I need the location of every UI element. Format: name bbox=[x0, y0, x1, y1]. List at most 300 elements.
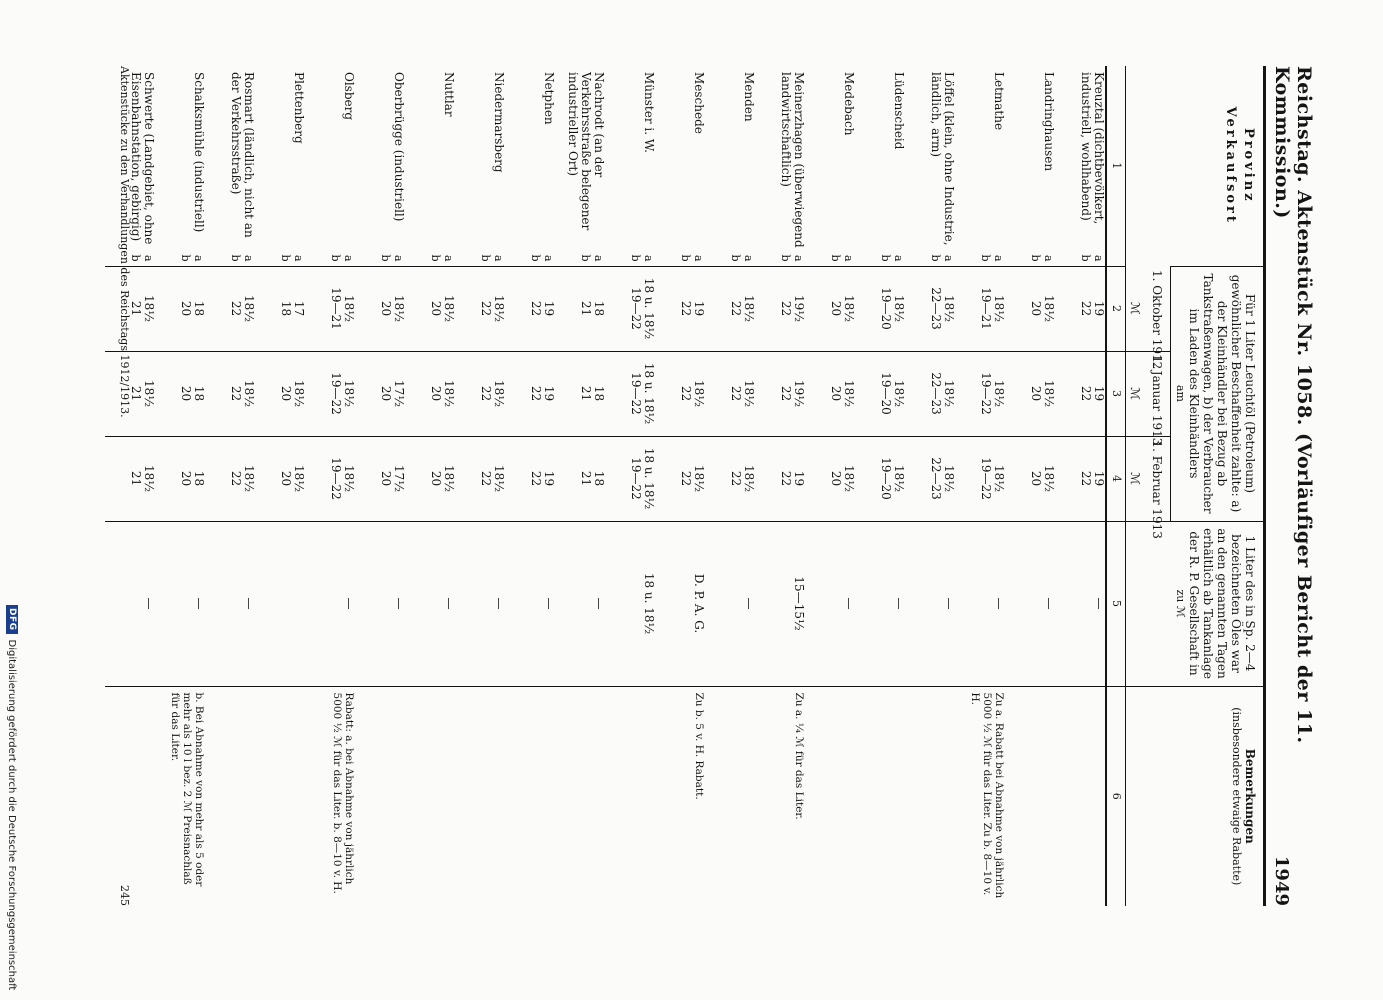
price-a: 18 bbox=[592, 300, 606, 317]
unit-3: ℳ bbox=[1126, 436, 1149, 521]
price-a: 18½ bbox=[292, 380, 306, 407]
price-a: 17 bbox=[292, 300, 306, 317]
dfg-logo: DFG bbox=[6, 605, 18, 634]
price-a: 18½ bbox=[142, 380, 156, 407]
price-cell bbox=[305, 267, 355, 351]
place-name: Nachrodt (an der Verkehrsstraße belegener industrieller Ort) bbox=[566, 72, 606, 231]
footer-source: Aktenstücke zu den Verhandlungen des Reichstags 1912/1913. bbox=[118, 66, 131, 418]
place-cell bbox=[805, 66, 855, 266]
tank-cell: — bbox=[892, 597, 906, 610]
price-cell bbox=[905, 267, 955, 351]
remarks-column bbox=[105, 686, 1106, 906]
price-cell bbox=[355, 267, 405, 351]
price-b: 19—22 bbox=[979, 372, 993, 415]
prices-feb-column bbox=[105, 436, 1106, 521]
price-cell bbox=[455, 267, 505, 351]
price-cell bbox=[405, 352, 455, 436]
price-a: 19 bbox=[1092, 385, 1106, 402]
place-cell bbox=[955, 66, 1005, 266]
price-group-am: am bbox=[1174, 385, 1187, 402]
col-number-4: 4 bbox=[1106, 436, 1126, 521]
price-b: 21 bbox=[129, 300, 143, 317]
price-b: 19—22 bbox=[629, 287, 643, 330]
place-name: Netphen bbox=[542, 72, 556, 125]
price-a: 18½ bbox=[342, 465, 356, 492]
price-b: 22 bbox=[479, 300, 493, 317]
price-b: 21 bbox=[129, 470, 143, 487]
price-b: 22—23 bbox=[929, 457, 943, 500]
price-cell bbox=[1005, 352, 1055, 436]
ab-markers: a b bbox=[429, 254, 455, 262]
ab-markers: a b bbox=[479, 254, 505, 262]
price-a: 18 bbox=[192, 385, 206, 402]
place-cell bbox=[705, 66, 755, 266]
price-b: 20 bbox=[429, 300, 443, 317]
price-cell bbox=[605, 437, 655, 521]
page-title: Reichstag. Aktenstück Nr. 1058. (Vorläufiger Bericht der 11. Kommission.) bbox=[1271, 66, 1315, 744]
price-cell bbox=[155, 267, 205, 351]
price-a: 18½ bbox=[292, 465, 306, 492]
price-cell bbox=[955, 352, 1005, 436]
price-a: 18½ bbox=[1042, 465, 1056, 492]
price-cell bbox=[755, 437, 805, 521]
tank-cell: — bbox=[142, 597, 156, 610]
price-a: 18 bbox=[192, 470, 206, 487]
price-cell bbox=[255, 352, 305, 436]
price-a: 18½ bbox=[892, 380, 906, 407]
price-b: 21 bbox=[579, 385, 593, 402]
price-b: 22 bbox=[729, 470, 743, 487]
col1-header-provinz: Provinz bbox=[1241, 127, 1256, 204]
price-b: 19—22 bbox=[979, 457, 993, 500]
price-a: 19½ bbox=[792, 380, 806, 407]
date-1: 1. Oktober 1912 bbox=[1148, 266, 1171, 351]
col-number-5: 5 bbox=[1106, 521, 1126, 686]
price-b: 22 bbox=[529, 300, 543, 317]
remark-cell bbox=[1005, 687, 1055, 907]
price-b: 19—22 bbox=[329, 457, 343, 500]
price-a: 18½ bbox=[692, 380, 706, 407]
place-name: Nuttlar bbox=[442, 72, 456, 117]
price-b: 22—23 bbox=[929, 287, 943, 330]
place-name: Lüdenscheid bbox=[892, 72, 906, 150]
price-b: 22 bbox=[679, 300, 693, 317]
prices-oct-column bbox=[105, 266, 1106, 351]
tank-cell: — bbox=[492, 597, 506, 610]
price-cell bbox=[705, 437, 755, 521]
price-a: 18 bbox=[192, 300, 206, 317]
price-b: 20 bbox=[829, 470, 843, 487]
price-a: 19 bbox=[1092, 300, 1106, 317]
price-group-header bbox=[1171, 266, 1265, 521]
remark-cell bbox=[905, 687, 955, 907]
price-b: 19—20 bbox=[879, 457, 893, 500]
place-name: Münster i. W. bbox=[642, 72, 656, 153]
price-b: 20 bbox=[429, 385, 443, 402]
price-cell bbox=[205, 352, 255, 436]
price-a: 18½ bbox=[1042, 295, 1056, 322]
price-b: 20 bbox=[429, 470, 443, 487]
place-name: Olsberg bbox=[342, 72, 356, 121]
price-b: 20 bbox=[179, 385, 193, 402]
price-a: 19 bbox=[542, 300, 556, 317]
price-b: 20 bbox=[1029, 385, 1043, 402]
price-a: 18½ bbox=[892, 465, 906, 492]
price-cell bbox=[655, 267, 705, 351]
ab-markers: a b bbox=[379, 254, 405, 262]
place-name: Löffel (klein, ohne Industrie, ländlich, arm) bbox=[929, 72, 956, 246]
place-cell bbox=[355, 66, 405, 266]
price-b: 22 bbox=[779, 300, 793, 317]
price-cell bbox=[855, 437, 905, 521]
price-a: 17½ bbox=[392, 380, 406, 407]
remark-cell bbox=[505, 687, 555, 907]
ab-markers: a b bbox=[829, 254, 855, 262]
col-number-2: 2 bbox=[1106, 266, 1126, 351]
price-group-text: Für 1 Liter Leuchtöl (Petroleum) gewöhnlicher Beschaffenheit zahlte: a) der Kleinhändler bei Bezug ab Tankstraßenwagen, b) der Verbraucher im Laden des Kleinhändlers bbox=[1187, 273, 1257, 514]
price-a: 18½ bbox=[242, 295, 256, 322]
page-number: 1949 bbox=[1271, 855, 1292, 906]
price-cell bbox=[1055, 267, 1105, 351]
remark-cell bbox=[705, 687, 755, 907]
price-b: 20 bbox=[179, 300, 193, 317]
price-a: 18½ bbox=[492, 295, 506, 322]
price-cell bbox=[755, 267, 805, 351]
col1-header bbox=[1126, 66, 1265, 266]
price-cell bbox=[555, 352, 605, 436]
price-a: 18½ bbox=[492, 465, 506, 492]
price-cell bbox=[955, 267, 1005, 351]
tank-cell: — bbox=[992, 597, 1006, 610]
price-b: 18 bbox=[279, 300, 293, 317]
remark-cell bbox=[1055, 687, 1105, 907]
col-number-1: 1 bbox=[1106, 66, 1126, 266]
place-cell bbox=[605, 66, 655, 266]
price-a: 19 bbox=[1092, 470, 1106, 487]
unit-2: ℳ bbox=[1126, 351, 1149, 436]
price-cell bbox=[405, 437, 455, 521]
tank-cell: — bbox=[942, 597, 956, 610]
price-cell bbox=[505, 267, 555, 351]
tank-cell: — bbox=[842, 597, 856, 610]
price-b: 22 bbox=[229, 300, 243, 317]
price-cell bbox=[555, 267, 605, 351]
ab-markers: a b bbox=[529, 254, 555, 262]
price-a: 18½ bbox=[342, 295, 356, 322]
footer-page: 245 bbox=[118, 885, 131, 906]
tank-cell: — bbox=[442, 597, 456, 610]
price-a: 18½ bbox=[942, 380, 956, 407]
price-b: 22 bbox=[529, 470, 543, 487]
price-b: 21 bbox=[579, 470, 593, 487]
remark-cell bbox=[805, 687, 855, 907]
price-b: 20 bbox=[379, 385, 393, 402]
price-b: 22 bbox=[229, 470, 243, 487]
price-table bbox=[105, 66, 1266, 906]
price-a: 18½ bbox=[442, 465, 456, 492]
table-body-row bbox=[105, 66, 1106, 906]
price-cell bbox=[405, 267, 455, 351]
price-a: 18 bbox=[592, 470, 606, 487]
price-b: 22 bbox=[529, 385, 543, 402]
price-cell bbox=[755, 352, 805, 436]
price-a: 18½ bbox=[1042, 380, 1056, 407]
place-name: Letmathe bbox=[992, 72, 1006, 131]
price-a: 18½ bbox=[842, 295, 856, 322]
price-cell bbox=[305, 437, 355, 521]
ab-markers: a b bbox=[279, 254, 305, 262]
tank-cell: — bbox=[1092, 597, 1106, 610]
page-footer bbox=[118, 66, 131, 906]
price-b: 20 bbox=[829, 385, 843, 402]
place-name: Meschede bbox=[692, 72, 706, 134]
price-b: 20 bbox=[1029, 300, 1043, 317]
price-a: 18½ bbox=[942, 295, 956, 322]
remark-cell bbox=[405, 687, 455, 907]
place-cell bbox=[205, 66, 255, 266]
price-cell bbox=[705, 267, 755, 351]
remark-cell bbox=[455, 687, 505, 907]
place-name: Schalksmühle (industriell) bbox=[192, 72, 206, 233]
place-cell bbox=[555, 66, 605, 266]
remark-cell: b. Bei Abnahme von mehr als 5 oder mehr als 10 l bez. 2 ℳ Preisnachlaß für das Liter. bbox=[169, 692, 205, 887]
price-cell bbox=[505, 352, 555, 436]
price-a: 18½ bbox=[692, 465, 706, 492]
price-b: 22 bbox=[679, 385, 693, 402]
price-b: 22 bbox=[479, 385, 493, 402]
ab-markers: a b bbox=[629, 254, 655, 262]
place-name: Kreuztal (dichtbevölkert, industriell, wohlhabend) bbox=[1079, 72, 1106, 225]
price-b: 22 bbox=[1079, 385, 1093, 402]
remark-cell bbox=[255, 687, 305, 907]
remark-cell bbox=[605, 687, 655, 907]
price-b: 20 bbox=[279, 470, 293, 487]
price-b: 22 bbox=[729, 385, 743, 402]
col6-sub: (insbesondere etwaige Rabatte) bbox=[1230, 707, 1243, 886]
price-b: 22 bbox=[229, 385, 243, 402]
price-a: 18½ bbox=[742, 465, 756, 492]
price-b: 19—22 bbox=[629, 372, 643, 415]
place-name: Schwerte (Landgebiet, ohne Eisenbahnstation, gebirgig) bbox=[129, 72, 156, 245]
price-a: 18½ bbox=[842, 380, 856, 407]
col6-header bbox=[1126, 686, 1265, 906]
price-a: 18½ bbox=[992, 465, 1006, 492]
price-b: 19—22 bbox=[329, 372, 343, 415]
price-a: 18½ bbox=[742, 295, 756, 322]
place-name: Plettenberg bbox=[292, 72, 306, 144]
ab-markers: a b bbox=[779, 254, 805, 262]
ab-markers: a b bbox=[229, 254, 255, 262]
price-a: 19 bbox=[692, 300, 706, 317]
price-cell bbox=[605, 267, 655, 351]
col-number-3: 3 bbox=[1106, 351, 1126, 436]
remark-cell bbox=[355, 687, 405, 907]
tank-cell: 15—15½ bbox=[792, 576, 806, 631]
price-b: 20 bbox=[279, 385, 293, 402]
ab-markers: a b bbox=[879, 254, 905, 262]
price-a: 18½ bbox=[992, 295, 1006, 322]
tank-cell bbox=[255, 522, 305, 686]
column-number-row bbox=[1106, 66, 1126, 906]
ab-markers: a b bbox=[329, 254, 355, 262]
price-a: 19 bbox=[792, 470, 806, 487]
ab-markers: a b bbox=[179, 254, 205, 262]
remark-cell bbox=[205, 687, 255, 907]
price-b: 20 bbox=[379, 300, 393, 317]
price-b: 19—20 bbox=[879, 287, 893, 330]
price-cell bbox=[905, 352, 955, 436]
tank-cell: — bbox=[342, 597, 356, 610]
ab-markers: a b bbox=[129, 254, 155, 262]
price-b: 21 bbox=[129, 385, 143, 402]
price-a: 18½ bbox=[242, 380, 256, 407]
col1-header-verkaufsort: Verkaufsort bbox=[1223, 106, 1238, 225]
price-b: 22 bbox=[1079, 470, 1093, 487]
remark-cell: Zu a. Rabatt bei Abnahme von jährlich 5000 ½ ℳ für das Liter. Zu b. 8—10 v. H. bbox=[969, 692, 1005, 899]
tank-cell: — bbox=[1042, 597, 1056, 610]
date-2: 1. Januar 1913 bbox=[1148, 351, 1171, 436]
remark-cell bbox=[855, 687, 905, 907]
price-cell bbox=[205, 267, 255, 351]
price-a: 18 u. 18½ bbox=[642, 277, 656, 340]
price-cell bbox=[1005, 267, 1055, 351]
tank-cell: 18 u. 18½ bbox=[642, 572, 656, 635]
place-cell bbox=[1005, 66, 1055, 266]
price-cell bbox=[955, 437, 1005, 521]
place-cell bbox=[505, 66, 555, 266]
col5-unit: zu ℳ bbox=[1174, 589, 1187, 618]
price-a: 18½ bbox=[142, 465, 156, 492]
price-cell bbox=[805, 437, 855, 521]
place-cell bbox=[455, 66, 505, 266]
price-a: 18½ bbox=[442, 295, 456, 322]
tank-cell: — bbox=[192, 597, 206, 610]
ab-markers: a b bbox=[1079, 254, 1105, 262]
price-b: 19—21 bbox=[329, 287, 343, 330]
price-a: 18½ bbox=[492, 380, 506, 407]
price-b: 20 bbox=[179, 470, 193, 487]
place-cell bbox=[1055, 66, 1105, 266]
col6-header-text: Bemerkungen bbox=[1243, 748, 1257, 844]
ab-markers: a b bbox=[679, 254, 705, 262]
col5-header-text: 1 Liter des in Sp. 2—4 bezeichneten Öles war an den genannten Tagen erhältlich ab Tankanlage der R. P. Gesellschaft in bbox=[1187, 528, 1257, 679]
price-a: 18½ bbox=[442, 380, 456, 407]
price-b: 19—22 bbox=[629, 457, 643, 500]
price-cell bbox=[805, 352, 855, 436]
prices-jan-column bbox=[105, 351, 1106, 436]
place-name: Medebach bbox=[842, 72, 856, 136]
price-a: 19½ bbox=[792, 295, 806, 322]
remark-cell: Zu a. ¼ ℳ für das Liter. bbox=[793, 692, 805, 820]
price-cell bbox=[1055, 352, 1105, 436]
price-b: 22 bbox=[479, 470, 493, 487]
table-body bbox=[105, 66, 1106, 906]
place-name: Niedermarsberg bbox=[492, 72, 506, 173]
price-a: 19 bbox=[542, 470, 556, 487]
price-b: 20 bbox=[1029, 470, 1043, 487]
price-cell bbox=[205, 437, 255, 521]
date-3: 1. Februar 1913 bbox=[1148, 436, 1171, 521]
price-cell bbox=[805, 267, 855, 351]
price-b: 22 bbox=[729, 300, 743, 317]
price-cell bbox=[1055, 437, 1105, 521]
places-column bbox=[105, 66, 1106, 266]
page-header bbox=[1271, 66, 1313, 906]
price-cell bbox=[155, 352, 205, 436]
price-cell bbox=[905, 437, 955, 521]
price-cell bbox=[255, 437, 305, 521]
ab-markers: a b bbox=[979, 254, 1005, 262]
price-b: 19—20 bbox=[879, 372, 893, 415]
price-cell bbox=[155, 437, 205, 521]
price-a: 18½ bbox=[342, 380, 356, 407]
tank-cell: — bbox=[242, 597, 256, 610]
price-b: 22 bbox=[779, 470, 793, 487]
place-cell bbox=[755, 66, 805, 266]
price-b: 22 bbox=[779, 385, 793, 402]
place-cell bbox=[905, 66, 955, 266]
price-a: 18 u. 18½ bbox=[642, 362, 656, 425]
tank-cell: — bbox=[392, 597, 406, 610]
place-name: Rosmart (ländlich, nicht an der Verkehrsstraße) bbox=[229, 72, 256, 238]
dfg-credit bbox=[4, 605, 20, 1000]
price-b: 20 bbox=[379, 470, 393, 487]
place-cell bbox=[255, 66, 305, 266]
place-name: Meinerzhagen (überwiegend landwirtschaftlich) bbox=[779, 72, 806, 248]
unit-1: ℳ bbox=[1128, 301, 1142, 315]
tank-cell: D. P. A. G. bbox=[692, 573, 706, 634]
price-a: 18½ bbox=[742, 380, 756, 407]
price-cell bbox=[455, 352, 505, 436]
tank-cell: — bbox=[542, 597, 556, 610]
price-a: 18½ bbox=[942, 465, 956, 492]
price-cell bbox=[855, 267, 905, 351]
price-a: 18 bbox=[592, 385, 606, 402]
price-cell bbox=[1005, 437, 1055, 521]
remark-cell bbox=[555, 687, 605, 907]
price-cell bbox=[455, 437, 505, 521]
price-a: 19 bbox=[542, 385, 556, 402]
price-a: 18 u. 18½ bbox=[642, 447, 656, 510]
place-cell bbox=[155, 66, 205, 266]
price-b: 22 bbox=[1079, 300, 1093, 317]
price-cell bbox=[655, 352, 705, 436]
price-a: 18½ bbox=[892, 295, 906, 322]
price-a: 18½ bbox=[842, 465, 856, 492]
price-cell bbox=[605, 352, 655, 436]
price-cell bbox=[855, 352, 905, 436]
place-cell bbox=[655, 66, 705, 266]
price-b: 21 bbox=[579, 300, 593, 317]
price-cell bbox=[555, 437, 605, 521]
place-name: Landringhausen bbox=[1042, 72, 1056, 172]
place-name: Menden bbox=[742, 72, 756, 122]
price-b: 22—23 bbox=[929, 372, 943, 415]
price-cell bbox=[355, 437, 405, 521]
price-b: 19—21 bbox=[979, 287, 993, 330]
price-cell bbox=[505, 437, 555, 521]
price-a: 18½ bbox=[392, 295, 406, 322]
place-cell bbox=[405, 66, 455, 266]
table-header-row bbox=[1171, 66, 1265, 906]
col-number-6: 6 bbox=[1106, 686, 1126, 906]
price-a: 17½ bbox=[392, 465, 406, 492]
ab-markers: a b bbox=[729, 254, 755, 262]
price-cell bbox=[355, 352, 405, 436]
col5-header bbox=[1126, 521, 1265, 686]
tank-cell: — bbox=[592, 597, 606, 610]
price-cell bbox=[305, 352, 355, 436]
